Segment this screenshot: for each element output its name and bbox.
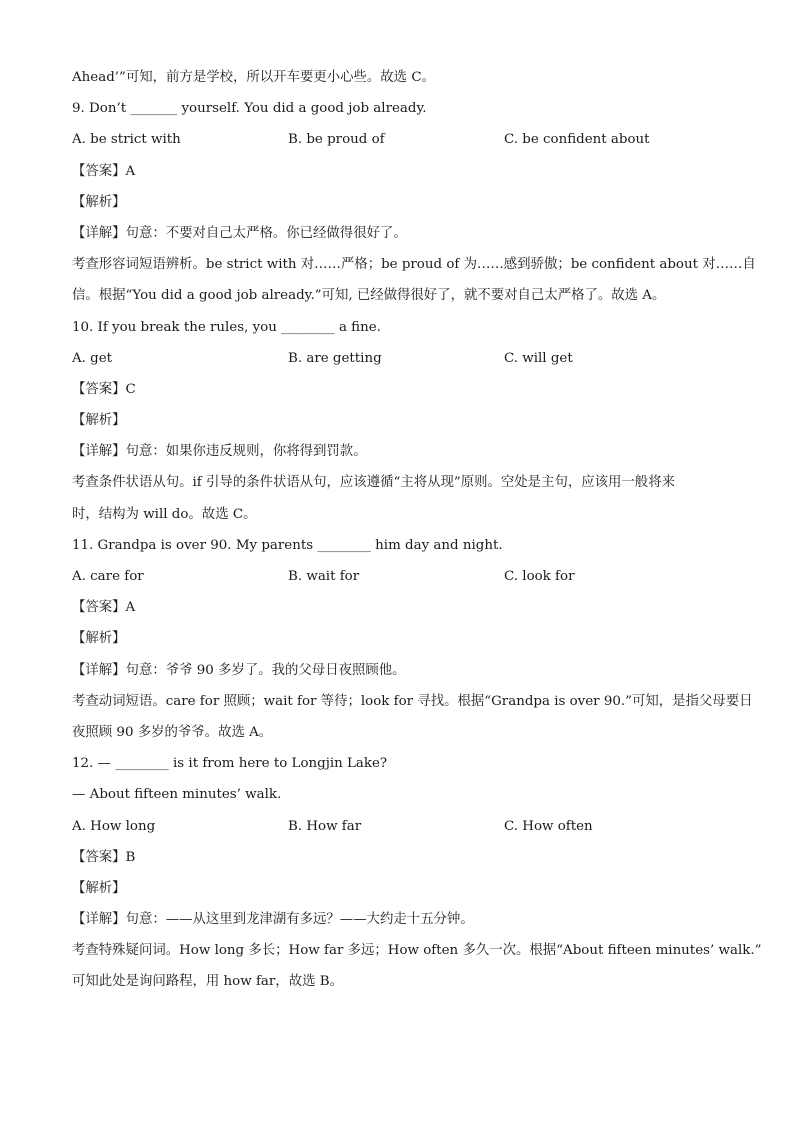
detail-line: 【详解】句意：如果你违反规则，你将得到罚款。 xyxy=(72,444,367,460)
detail-line: 【详解】句意：不要对自己太严格。你已经做得很好了。 xyxy=(72,225,407,241)
dialogue-line: — About fifteen minutes’ walk. xyxy=(72,787,282,803)
explanation-line: Ahead’”可知，前方是学校，所以开车要更小心些。故选 C。 xyxy=(72,70,435,85)
question-12: 12. — ________ is it from here to Longjin Lake? xyxy=(72,756,388,772)
explanation-line: 考查动词短语。care for 照顾；wait for 等待；look for 寻找。根据“Grandpa is over 90.”可知，是指父母要日 xyxy=(72,693,753,709)
analysis-label: 【解析】 xyxy=(72,194,126,210)
explanation-line: 可知此处是询问路程，用 how far，故选 B。 xyxy=(72,974,343,990)
answer-label: 【答案】A xyxy=(72,163,136,179)
explanation-line: 时，结构为 will do。故选 C。 xyxy=(72,506,257,522)
detail-line: 【详解】句意：——从这里到龙津湖有多远？——大约走十五分钟。 xyxy=(72,912,474,928)
analysis-label: 【解析】 xyxy=(72,413,126,429)
question-10: 10. If you break the rules, you ________ a fine. xyxy=(72,319,381,335)
explanation-line: 考查条件状语从句。if 引导的条件状语从句，应该遵循“主将从现”原则。空处是主句，应该用一般将来 xyxy=(72,475,675,491)
explanation-line: 考查特殊疑问词。How long 多长；How far 多远；How often 多久一次。根据“About fifteen minutes’ walk.” xyxy=(72,943,762,959)
explanation-line: 信。根据“You did a good job already.”可知, 已经做得很好了，就不要对自己太严格了。故选 A。 xyxy=(72,288,666,304)
answer-label: 【答案】C xyxy=(72,381,136,397)
question-11: 11. Grandpa is over 90. My parents ________ him day and night. xyxy=(72,537,503,553)
analysis-label: 【解析】 xyxy=(72,880,126,896)
explanation-line: 夜照顾 90 多岁的爷爷。故选 A。 xyxy=(72,724,273,740)
options-row-11 xyxy=(72,561,722,592)
option-c: C. How often xyxy=(504,818,593,834)
answer-label: 【答案】B xyxy=(72,849,136,865)
options-row-12 xyxy=(72,811,722,842)
options-row-9 xyxy=(72,124,722,155)
answer-label: 【答案】A xyxy=(72,600,136,616)
option-b: B. How far xyxy=(288,818,362,834)
option-a: A. be strict with xyxy=(72,132,181,148)
option-a: A. get xyxy=(72,350,113,366)
option-a: A. care for xyxy=(72,569,144,584)
option-c: C. be confident about xyxy=(504,132,650,148)
options-row-10 xyxy=(72,343,722,374)
option-a: A. How long xyxy=(72,818,156,834)
analysis-label: 【解析】 xyxy=(72,631,126,647)
option-c: C. look for xyxy=(504,569,575,584)
option-b: B. are getting xyxy=(288,350,382,366)
option-c: C. will get xyxy=(504,350,573,366)
explanation-line: 考查形容词短语辨析。be strict with 对……严格；be proud of 为……感到骄傲；be confident about 对……自 xyxy=(72,257,756,273)
option-b: B. be proud of xyxy=(288,132,385,148)
question-9: 9. Don’t _______ yourself. You did a good job already. xyxy=(72,101,427,117)
option-b: B. wait for xyxy=(288,569,360,584)
document-page xyxy=(72,62,762,998)
detail-line: 【详解】句意：爷爷 90 多岁了。我的父母日夜照顾他。 xyxy=(72,662,406,678)
